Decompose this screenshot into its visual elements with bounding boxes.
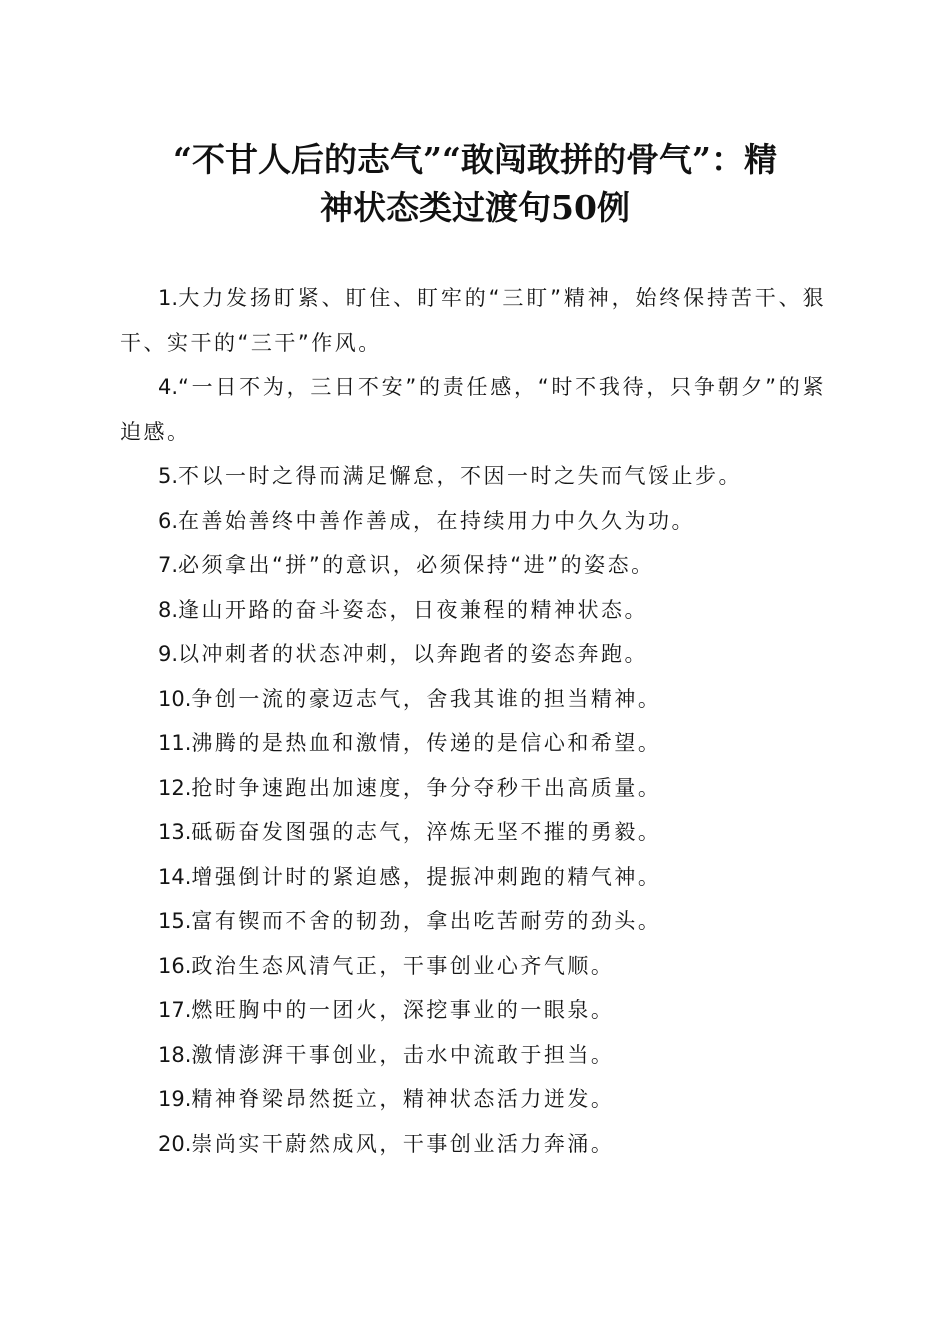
item-number: 5.	[158, 464, 179, 488]
item-text: 沸腾的是热血和激情，传递的是信心和希望。	[191, 731, 662, 755]
item-number: 15.	[158, 909, 192, 933]
item-number: 12.	[158, 775, 192, 800]
item-text: 增强倒计时的紧迫感，提振冲刺跑的精气神。	[191, 864, 662, 889]
title-line-2: 神状态类过渡句50例	[320, 188, 630, 227]
item-number: 11.	[158, 731, 192, 755]
item-text: 不以一时之得而满足懈怠，不因一时之失而气馁止步。	[178, 464, 743, 488]
paragraph-15	[120, 899, 826, 944]
paragraph-11	[120, 721, 826, 766]
item-number: 13.	[158, 820, 192, 844]
item-number: 18.	[158, 1042, 192, 1067]
paragraph-4	[120, 365, 826, 454]
item-text: 砥砺奋发图强的志气，淬炼无坚不摧的勇毅。	[191, 820, 662, 844]
paragraph-10	[120, 677, 826, 722]
item-text: 燃旺胸中的一团火，深挖事业的一眼泉。	[191, 998, 615, 1022]
item-text: 崇尚实干蔚然成风，干事创业活力奔涌。	[191, 1131, 615, 1156]
paragraph-1	[120, 276, 826, 365]
item-number: 14.	[158, 864, 192, 889]
item-number: 4.	[158, 375, 179, 399]
item-text: 精神脊梁昂然挺立，精神状态活力迸发。	[191, 1087, 615, 1111]
item-text: 大力发扬盯紧、盯住、盯牢的“三盯”精神，始终保持苦干、狠干、实干的“三干”作风。	[120, 286, 826, 355]
paragraph-19	[120, 1077, 826, 1122]
item-number: 19.	[158, 1087, 192, 1111]
item-number: 7.	[158, 553, 179, 577]
item-number: 8.	[158, 597, 179, 622]
item-text: 以冲刺者的状态冲刺，以奔跑者的姿态奔跑。	[178, 642, 649, 666]
item-text: 必须拿出“拼”的意识，必须保持“进”的姿态。	[178, 553, 655, 577]
paragraph-12	[120, 766, 826, 811]
paragraph-18	[120, 1033, 826, 1078]
item-text: 逢山开路的奋斗姿态，日夜兼程的精神状态。	[178, 597, 649, 622]
item-text: 在善始善终中善作善成，在持续用力中久久为功。	[178, 508, 696, 533]
paragraph-7	[120, 543, 826, 588]
paragraph-17	[120, 988, 826, 1033]
item-text: 富有锲而不舍的韧劲，拿出吃苦耐劳的劲头。	[191, 909, 662, 933]
title-line-1: “不甘人后的志气”“敢闯敢拼的骨气”：精	[173, 140, 777, 179]
item-number: 9.	[158, 642, 179, 666]
item-text: 抢时争速跑出加速度，争分夺秒干出高质量。	[191, 775, 662, 800]
paragraph-8	[120, 588, 826, 633]
item-text: 争创一流的豪迈志气，舍我其谁的担当精神。	[191, 686, 662, 711]
paragraph-14	[120, 855, 826, 900]
item-number: 6.	[158, 508, 179, 533]
item-number: 10.	[158, 686, 192, 711]
paragraph-9	[120, 632, 826, 677]
document-title	[110, 136, 840, 232]
paragraph-16	[120, 944, 826, 989]
item-text: 政治生态风清气正，干事创业心齐气顺。	[191, 953, 615, 978]
paragraph-5	[120, 454, 826, 499]
item-number: 1.	[158, 286, 179, 310]
item-number: 17.	[158, 998, 192, 1022]
item-number: 16.	[158, 953, 192, 978]
paragraph-13	[120, 810, 826, 855]
item-number: 20.	[158, 1131, 192, 1156]
item-text: 激情澎湃干事创业，击水中流敢于担当。	[191, 1042, 615, 1067]
item-text: “一日不为，三日不安”的责任感，“时不我待，只争朝夕”的紧迫感。	[120, 375, 826, 444]
paragraph-6	[120, 499, 826, 544]
document-body	[120, 276, 826, 1166]
paragraph-20	[120, 1122, 826, 1167]
